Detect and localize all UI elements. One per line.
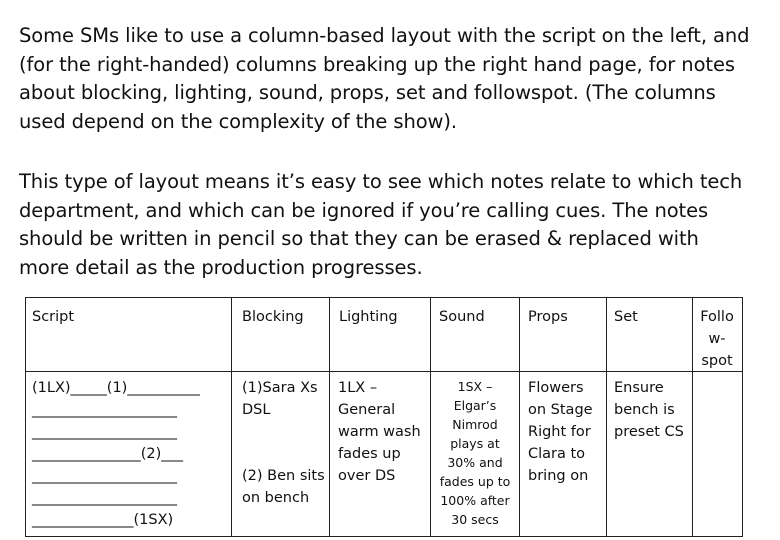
props-line: on Stage: [528, 402, 593, 418]
blocking-line: [242, 421, 325, 443]
blocking-line: (2) Ben sits: [242, 468, 325, 484]
column-divider: [329, 297, 330, 537]
blocking-line: on bench: [242, 490, 310, 506]
sound-line: fades up to: [439, 474, 511, 489]
text-line: (for the right-handed) columns breaking up the right hand page, for notes: [19, 52, 735, 76]
header-followspot: [693, 306, 741, 372]
lighting-line: over DS: [338, 468, 396, 484]
blocking-line: DSL: [242, 402, 271, 418]
lighting-line: warm wash: [338, 424, 421, 440]
set-line: preset CS: [614, 424, 684, 440]
table-right-border: [742, 297, 743, 537]
prompt-book-table: [25, 297, 743, 537]
set-line: bench is: [614, 402, 675, 418]
table-header-divider: [25, 371, 743, 372]
text-line: about blocking, lighting, sound, props, set and followspot. (The columns: [19, 81, 716, 105]
sound-line: 30% and: [447, 455, 503, 470]
sound-cell: [431, 377, 519, 529]
set-cell: [614, 377, 684, 443]
text-line: used depend on the complexity of the show).: [19, 110, 458, 134]
table-bottom-border: [25, 536, 743, 537]
blocking-line: [242, 443, 325, 465]
explanation-paragraph: [19, 168, 769, 283]
header-followspot-line: spot: [701, 353, 733, 369]
table-top-border: [25, 297, 743, 298]
script-line: ______________(1SX): [32, 512, 174, 528]
table-left-border: [25, 297, 26, 537]
sound-line: Nimrod: [452, 417, 498, 432]
text-line: Some SMs like to use a column-based layout with the script on the left, and: [19, 24, 750, 47]
header-sound: Sound: [439, 309, 485, 325]
header-set: Set: [614, 309, 638, 325]
sound-line: Elgar’s: [453, 398, 497, 413]
script-line: ____________________: [32, 490, 177, 506]
header-blocking: Blocking: [242, 309, 304, 325]
column-divider: [606, 297, 607, 537]
header-props: Props: [528, 309, 568, 325]
blocking-cell: [242, 377, 325, 509]
props-line: bring on: [528, 468, 589, 484]
text-line: should be written in pencil so that they can be erased & replaced with: [19, 227, 699, 251]
lighting-cell: [338, 377, 421, 487]
script-line: ____________________: [32, 424, 177, 440]
text-line: more detail as the production progresses.: [19, 256, 423, 280]
lighting-line: 1LX –: [338, 380, 378, 396]
sound-line: plays at: [450, 436, 500, 451]
props-line: Right for: [528, 424, 591, 440]
header-lighting: Lighting: [339, 309, 398, 325]
intro-paragraph: [19, 22, 769, 137]
props-cell: [528, 377, 593, 487]
script-cell: [32, 377, 200, 531]
script-line: ____________________: [32, 402, 177, 418]
sound-line: 100% after: [440, 493, 510, 508]
set-line: Ensure: [614, 380, 664, 396]
script-line: _______________(2)___: [32, 446, 184, 462]
text-line: This type of layout means it’s easy to see which notes relate to which tech: [19, 170, 743, 193]
props-line: Clara to: [528, 446, 586, 462]
header-followspot-line: Follo: [700, 309, 734, 325]
script-line: ____________________: [32, 468, 177, 484]
column-divider: [519, 297, 520, 537]
header-script: Script: [32, 309, 75, 325]
column-divider: [231, 297, 232, 537]
props-line: Flowers: [528, 380, 584, 396]
sound-line: 1SX –: [457, 379, 493, 394]
header-followspot-line: w-: [708, 331, 726, 347]
blocking-line: (1)Sara Xs: [242, 380, 318, 396]
lighting-line: fades up: [338, 446, 401, 462]
sound-line: 30 secs: [451, 512, 499, 527]
lighting-line: General: [338, 402, 396, 418]
script-line: (1LX)_____(1)__________: [32, 380, 200, 396]
text-line: department, and which can be ignored if you’re calling cues. The notes: [19, 198, 709, 222]
